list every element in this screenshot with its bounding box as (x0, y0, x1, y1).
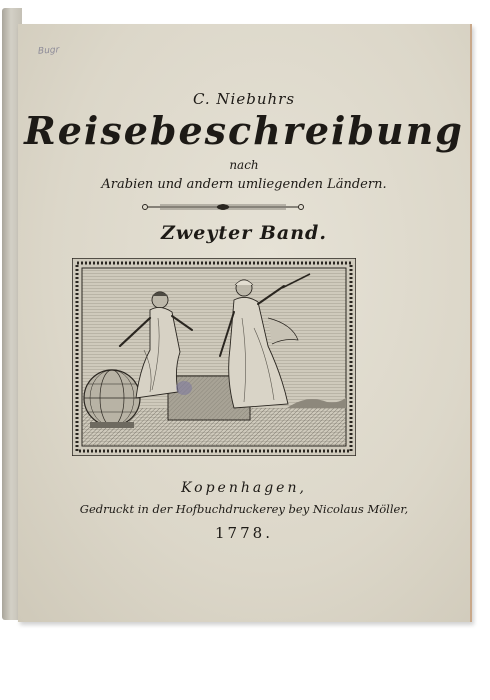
book-subtitle: Arabien und andern umliegenden Ländern. (101, 177, 387, 192)
book (2, 8, 472, 620)
author-line: C. Niebuhrs (192, 90, 296, 108)
imprint-year: 1778. (215, 524, 273, 542)
title-page (18, 24, 472, 622)
imprint-printer: Gedruckt in der Hofbuchdruckerey bey Nicolaus Möller, (79, 502, 409, 516)
engraved-vignette (72, 258, 356, 456)
ornament-rule (140, 202, 306, 212)
pencil-annotation: Bugr (37, 45, 60, 57)
imprint-place: Kopenhagen, (181, 480, 307, 496)
volume-label: Zweyter Band. (161, 222, 327, 244)
title-connector: nach (229, 158, 259, 172)
book-title: Reisebeschreibung (24, 108, 464, 153)
